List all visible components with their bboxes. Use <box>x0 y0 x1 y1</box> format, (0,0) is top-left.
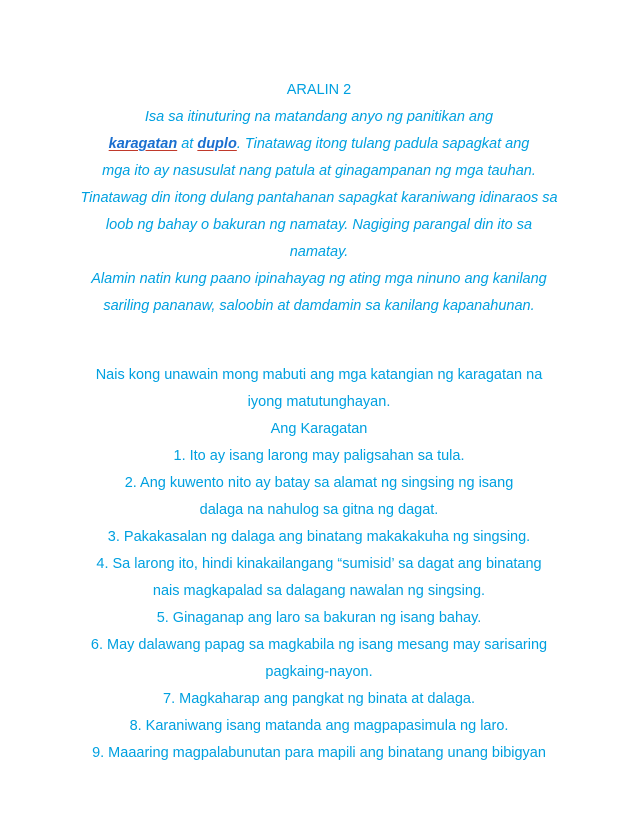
intro-line-6: namatay. <box>289 244 349 260</box>
intro-line-5: loob ng bahay o bakuran ng namatay. Nagiging parangal din ito sa <box>105 217 533 233</box>
list-item: pagkaing-nayon. <box>265 664 373 680</box>
intro-line-2-joiner: at <box>177 136 198 152</box>
intro-line-3: mga ito ay nasusulat nang patula at ginagampanan ng mga tauhan. <box>102 163 536 179</box>
list-item: 8. Karaniwang isang matanda ang magpapasimula ng laro. <box>129 718 509 734</box>
term-karagatan: karagatan <box>108 136 178 152</box>
intro-line-7: Alamin natin kung paano ipinahayag ng ating mga ninuno ang kanilang <box>91 271 547 287</box>
intro-line-8: sariling pananaw, saloobin at damdamin sa kanilang kapanahunan. <box>103 298 535 314</box>
list-item: 3. Pakakasalan ng dalaga ang binatang makakakuha ng singsing. <box>107 529 531 545</box>
list-item: 6. May dalawang papag sa magkabila ng isang mesang may sarisaring <box>90 637 548 653</box>
list-item: 9. Maaaring magpalabunutan para mapili ang binatang unang bibigyan <box>92 745 546 761</box>
document-title: ARALIN 2 <box>286 82 352 98</box>
section-heading: Ang Karagatan <box>270 421 368 437</box>
body-line-1: Nais kong unawain mong mabuti ang mga katangian ng karagatan na <box>95 367 543 383</box>
intro-line-2-rest: . Tinatawag itong tulang padula sapagkat ang <box>236 136 530 152</box>
list-item: nais magkapalad sa dalagang nawalan ng singsing. <box>152 583 486 599</box>
list-item: 2. Ang kuwento nito ay batay sa alamat ng singsing ng isang <box>124 475 514 491</box>
intro-line-2 <box>0 135 638 153</box>
list-item: 4. Sa larong ito, hindi kinakailangang “sumisid’ sa dagat ang binatang <box>96 556 542 572</box>
intro-line-1: Isa sa itinuturing na matandang anyo ng panitikan ang <box>144 109 494 125</box>
term-duplo: duplo <box>197 136 237 152</box>
list-item: 5. Ginaganap ang laro sa bakuran ng isang bahay. <box>156 610 482 626</box>
list-item: 1. Ito ay isang larong may paligsahan sa tula. <box>173 448 465 464</box>
body-line-2: iyong matutunghayan. <box>247 394 391 410</box>
list-item: dalaga na nahulog sa gitna ng dagat. <box>199 502 439 518</box>
list-item: 7. Magkaharap ang pangkat ng binata at dalaga. <box>163 691 475 707</box>
intro-line-4: Tinatawag din itong dulang pantahanan sapagkat karaniwang idinaraos sa <box>80 190 558 206</box>
